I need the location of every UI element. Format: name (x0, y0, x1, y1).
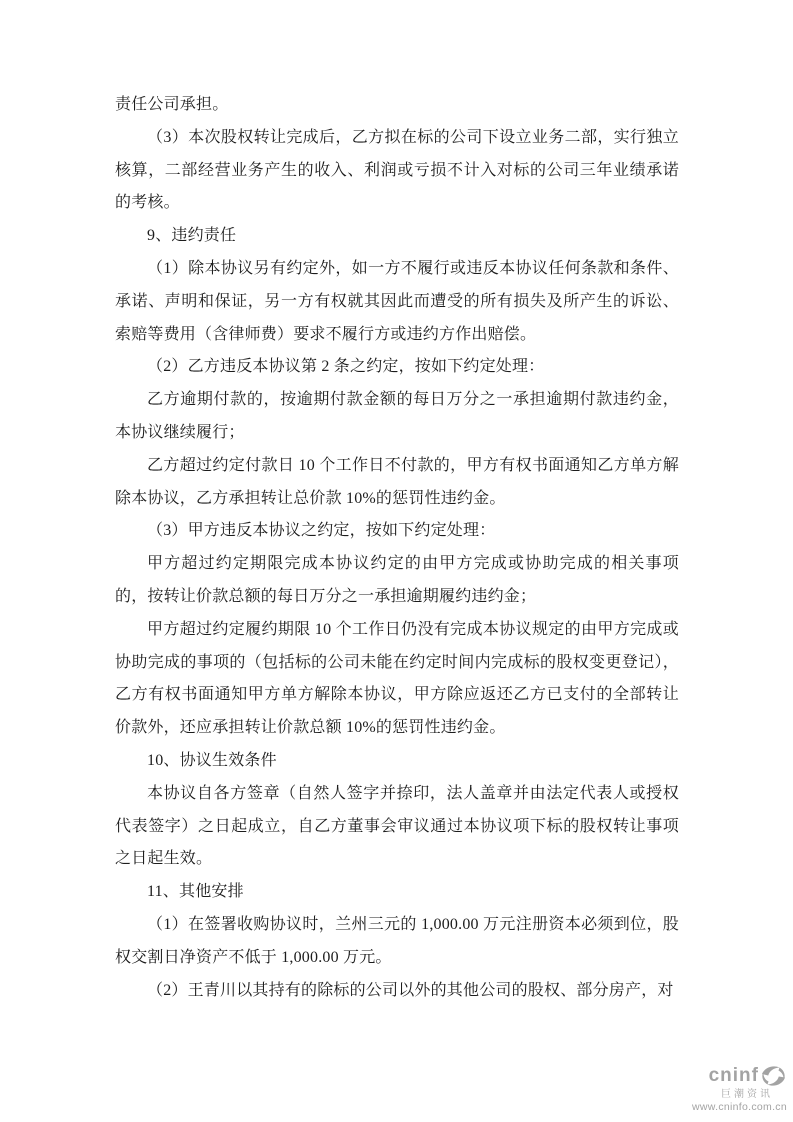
cninfo-logo-tagline: 巨潮资讯 (721, 1089, 773, 1101)
paragraph: （1）除本协议另有约定外，如一方不履行或违反本协议任何条款和条件、承诺、声明和保证，另一方有权就其因此而遭受的所有损失及所产生的诉讼、索赔等费用（含律师费）要求不履行方或违约方作出赔偿。 (115, 259, 679, 343)
paragraph: 乙方逾期付款的，按逾期付款金额的每日万分之一承担逾期付款违约金，本协议继续履行； (115, 391, 679, 441)
paragraph: 责任公司承担。 (115, 96, 229, 113)
cninfo-logo-row (692, 1064, 787, 1088)
cninfo-logo-url: www.cninfo.com.cn (692, 1101, 787, 1114)
paragraph: 11、其他安排 (147, 883, 244, 901)
paragraph: 9、违约责任 (147, 227, 237, 245)
cninfo-swirl-icon (760, 1064, 787, 1088)
paragraph: （3）本次股权转让完成后，乙方拟在标的公司下设立业务二部，实行独立核算，二部经营业务产生的收入、利润或亏损不计入对标的公司三年业绩承诺的考核。 (115, 128, 679, 212)
paragraph: （3）甲方违反本协议之约定，按如下约定处理： (147, 522, 496, 540)
paragraph: 乙方超过约定付款日 10 个工作日不付款的，甲方有权书面通知乙方单方解除本协议，乙方承担转让总价款 10%的惩罚性违约金。 (115, 456, 679, 507)
cninfo-logo (692, 1064, 787, 1114)
paragraph: 甲方超过约定履约期限 10 个工作日仍没有完成本协议规定的由甲方完成或协助完成的事项的（包括标的公司未能在约定时间内完成标的股权变更登记），乙方有权书面通知甲方单方解除本协议，甲方除应返还乙方已支付的全部转让价款外，还应承担转让价款总额 10%的惩罚性违约金。 (115, 620, 679, 737)
document-body (115, 89, 679, 1007)
paragraph: 本协议自各方签章（自然人签字并捺印，法人盖章并由法定代表人或授权代表签字）之日起成立，自乙方董事会审议通过本协议项下标的股权转让事项之日起生效。 (115, 784, 679, 868)
paragraph: （2）乙方违反本协议第 2 条之约定，按如下约定处理： (147, 358, 545, 376)
cninfo-logo-text: cninf (708, 1065, 759, 1086)
paragraph: （2）王青川以其持有的除标的公司以外的其他公司的股权、部分房产，对 (147, 981, 674, 999)
paragraph: （1）在签署收购协议时，兰州三元的 1,000.00 万元注册资本必须到位，股权交割日净资产不低于 1,000.00 万元。 (115, 915, 679, 966)
paragraph: 10、协议生效条件 (147, 751, 277, 769)
paragraph: 甲方超过约定期限完成本协议约定的由甲方完成或协助完成的相关事项的，按转让价款总额的每日万分之一承担逾期履约违约金； (115, 555, 679, 605)
